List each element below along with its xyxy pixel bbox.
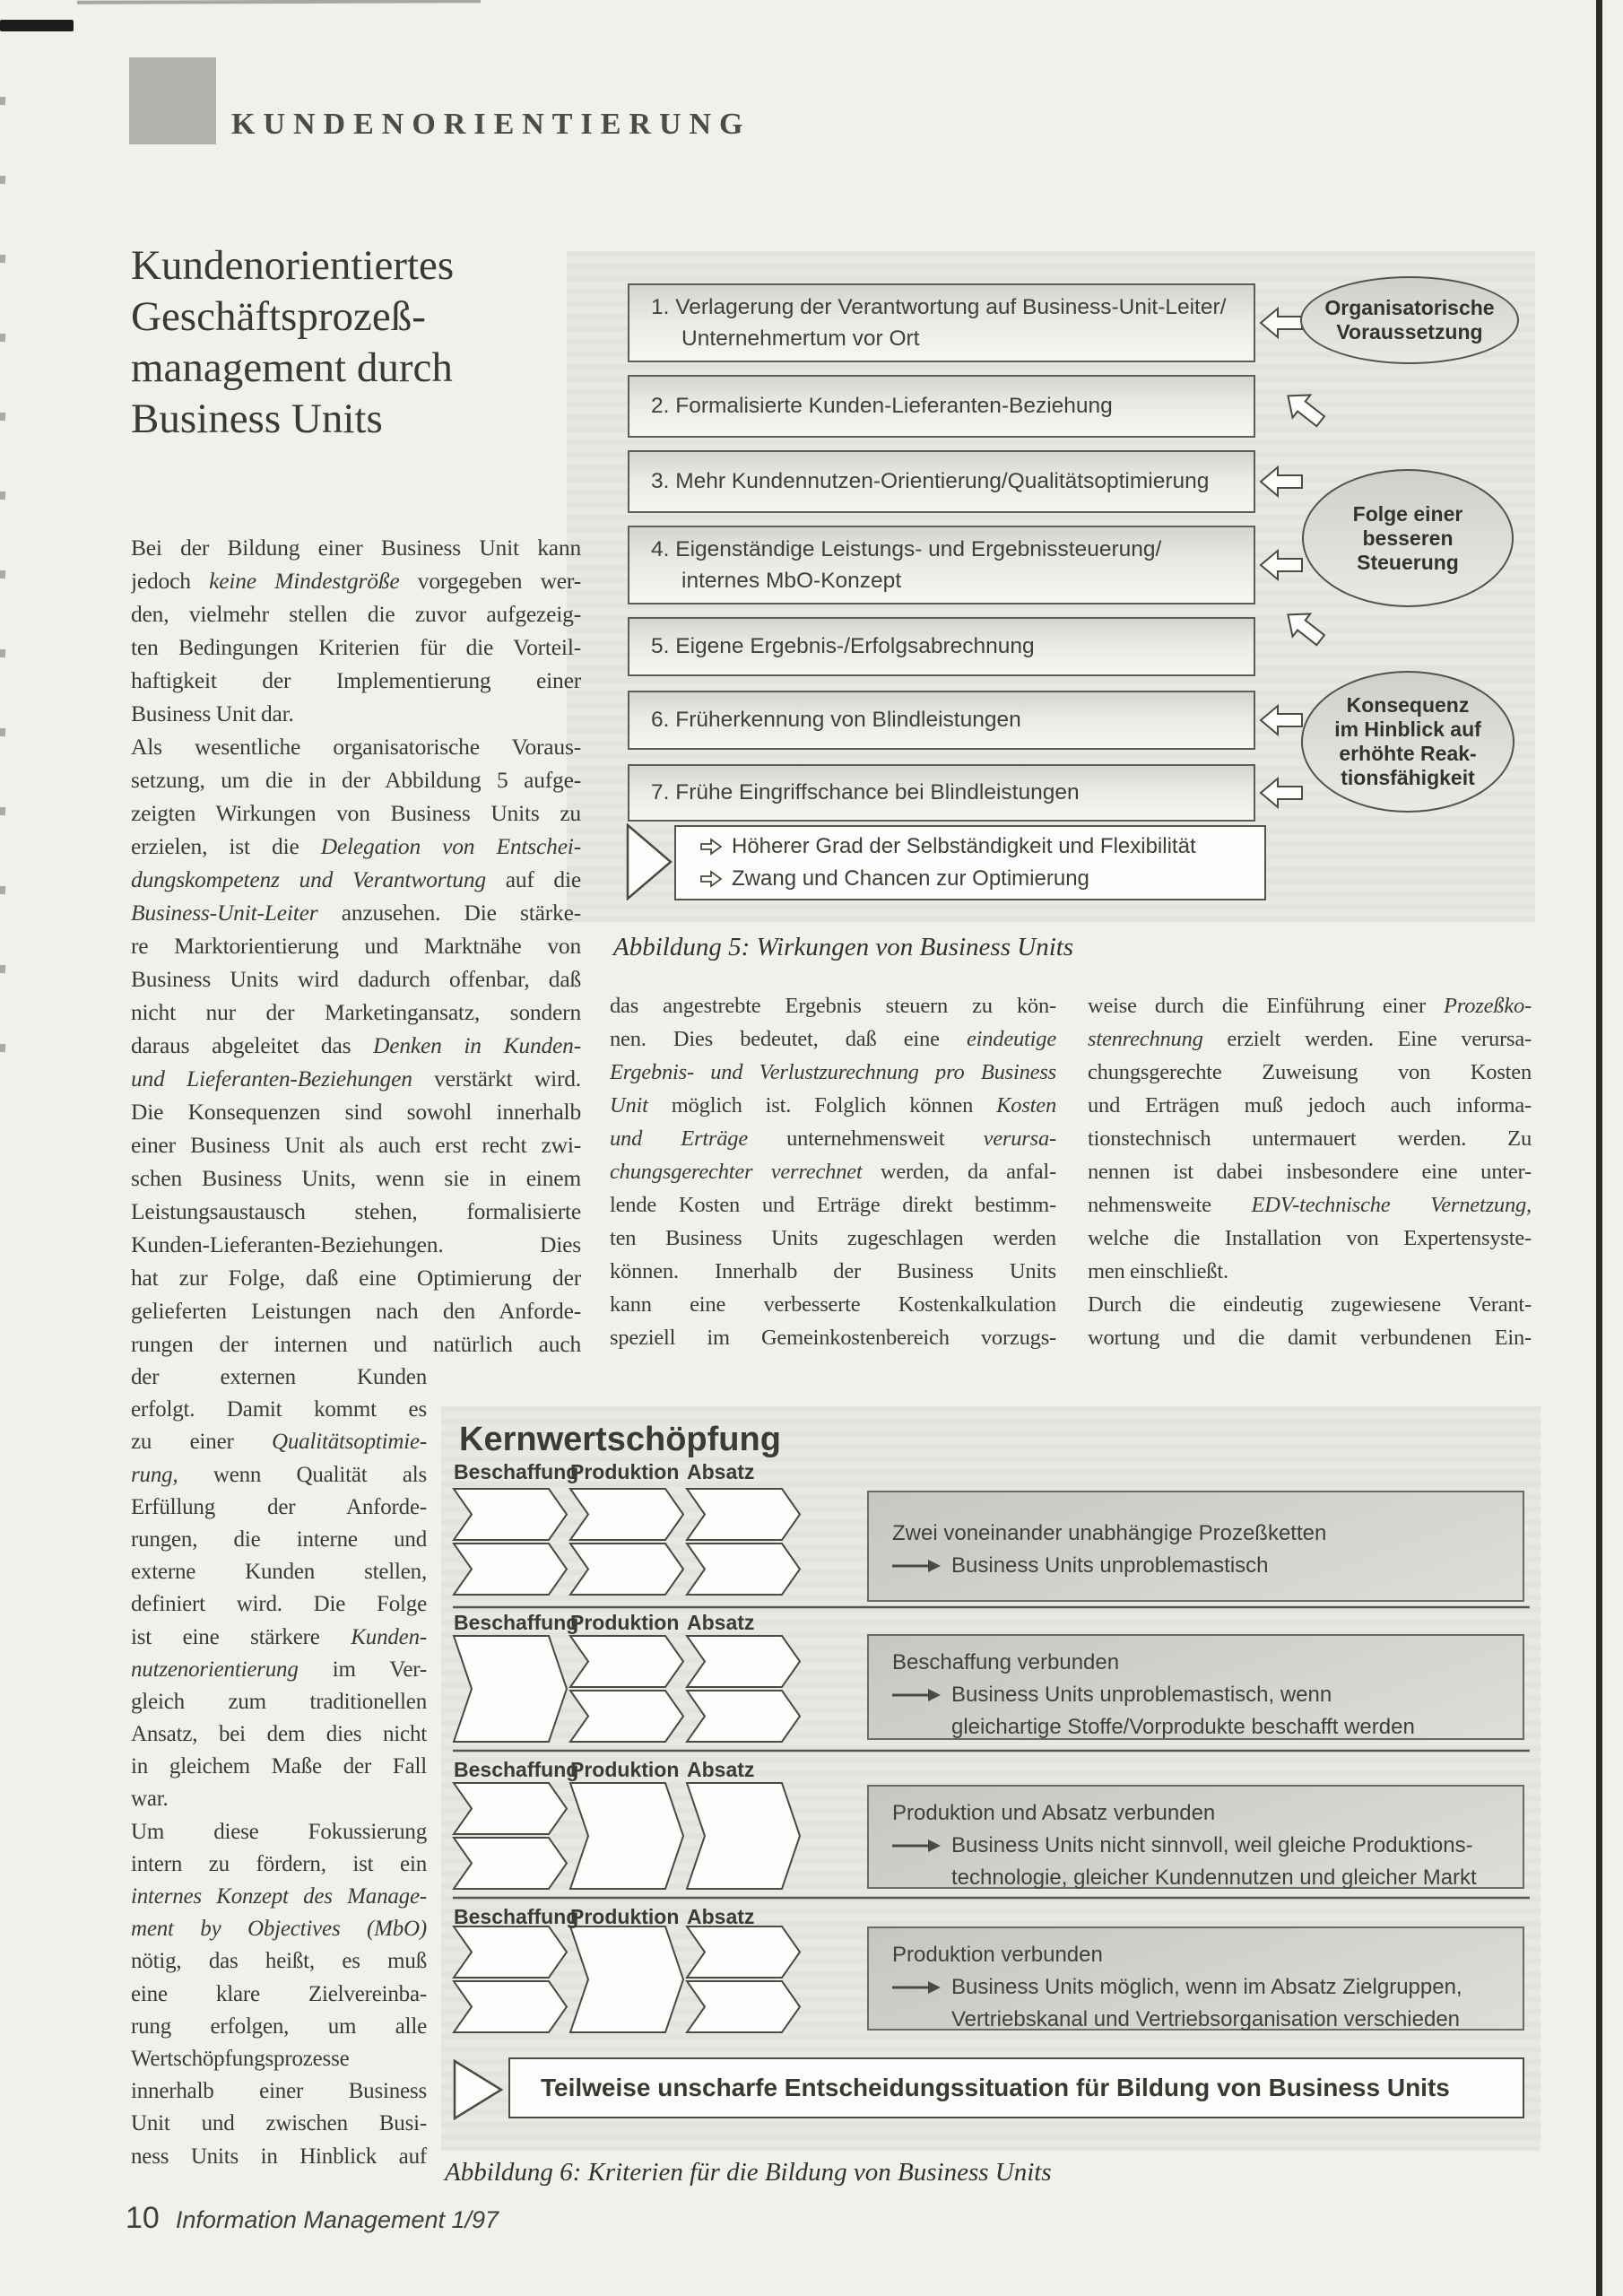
body-line [131, 1884, 427, 1917]
article-title-line: Business Units [131, 396, 383, 442]
body-line [131, 734, 581, 767]
body-line [131, 900, 581, 933]
figure5-result-text: Zwang und Chancen zur Optimierung [732, 866, 1089, 891]
text-run: anzusehen. Die stärke- [317, 900, 581, 926]
figure5-box [628, 375, 1255, 438]
italic-text: dungskompetenz und Verantwortung [131, 866, 486, 892]
italic-text: Unit [610, 1093, 648, 1118]
text-run: erzielt werden. Eine verursa- [1202, 1027, 1532, 1051]
italic-text: Prozeßko- [1444, 994, 1532, 1018]
text-run: setzung, um die in der Abbildung 5 aufge- [131, 767, 581, 793]
italic-text: verursa- [983, 1126, 1056, 1151]
oval-line: Konsequenz [1346, 693, 1470, 717]
body-line [131, 568, 581, 601]
figure6-stage-label: Beschaffung [454, 1758, 579, 1781]
italic-text: und Lieferanten-Beziehungen [131, 1065, 412, 1091]
body-line [131, 1820, 427, 1852]
body-column-left-narrow [131, 1365, 427, 2177]
figure6-stage-label: Absatz [687, 1611, 755, 1634]
figure6-note-line: Produktion und Absatz verbunden [892, 1801, 1216, 1825]
italic-text: Kosten [996, 1093, 1056, 1118]
body-line [131, 1917, 427, 1949]
figure5-result-text: Höherer Grad der Selbständigkeit und Flexibilität [732, 834, 1196, 858]
body-line [131, 634, 581, 667]
figure6-note-box [867, 1634, 1524, 1740]
figure6-triangle-icon [453, 2059, 505, 2125]
body-line [131, 800, 581, 833]
text-run: rung erfolgen, um alle [131, 2013, 427, 2039]
text-run: speziell im Gemeinkostenbereich vorzugs- [610, 1326, 1056, 1350]
body-line [610, 1126, 1056, 1160]
figure6-note-line: Produktion verbunden [892, 1943, 1103, 1967]
oval-line: Steuerung [1357, 550, 1459, 574]
text-run: und Erträgen muß jedoch auch informa- [1088, 1093, 1532, 1118]
figure5-box [628, 450, 1255, 513]
figure5-box-line: internes MbO-Konzept [681, 568, 902, 593]
long-arrow-icon [892, 1688, 941, 1702]
body-line [131, 1560, 427, 1592]
section-title: KUNDENORIENTIERUNG [231, 108, 751, 141]
body-line [131, 767, 581, 800]
figure5-box [628, 691, 1255, 750]
left-block-arrow-icon [1259, 465, 1304, 503]
text-run: den, vielmehr stellen die zuvor aufgezeig- [131, 601, 581, 627]
text-run: rungen, die interne und [131, 1526, 427, 1552]
oval-line: Folge einer [1352, 501, 1463, 526]
figure6-triangle-icon [453, 2059, 505, 2120]
body-line [131, 601, 581, 634]
body-line [131, 1982, 427, 2014]
long-arrow-icon [892, 1559, 941, 1573]
figure6-note-arrow-line [892, 1550, 1515, 1582]
figure6-stage-label: Produktion [570, 1905, 680, 1928]
left-block-arrow-icon [1259, 465, 1304, 499]
text-run: ten Business Units zugeschlagen werden [610, 1226, 1056, 1250]
body-column-right [1088, 994, 1532, 1359]
italic-text: stenrechnung [1088, 1027, 1203, 1051]
figure6-note-box [867, 1491, 1524, 1602]
long-arrow-icon [892, 1839, 941, 1853]
figure5-result-line [699, 834, 1264, 859]
body-line [131, 1132, 581, 1165]
figure5-result-box [674, 825, 1266, 900]
scan-tick [0, 807, 5, 815]
left-block-arrow-icon [1259, 776, 1304, 814]
text-run: zeigten Wirkungen von Business Units zu [131, 800, 581, 826]
left-block-arrow-icon [1259, 776, 1304, 810]
left-block-arrow-icon [1259, 548, 1304, 587]
body-line [131, 2144, 427, 2177]
body-line [131, 2079, 427, 2111]
text-run: im Ver- [298, 1657, 427, 1682]
figure6-stage-label: Beschaffung [454, 1905, 579, 1928]
body-line [131, 1331, 581, 1364]
text-run: Bei der Bildung einer Business Unit kann [131, 535, 581, 561]
body-line [610, 1160, 1056, 1193]
body-line [131, 1099, 581, 1132]
text-run: vorgegeben wer- [399, 568, 581, 594]
figure6-note-cont-line: gleichartige Stoffe/Vorprodukte beschafft werden [951, 1715, 1415, 1739]
figure6-note-text: Business Units nicht sinnvoll, weil gleiche Produktions- [951, 1833, 1473, 1857]
body-line [131, 1165, 581, 1198]
text-run: ten Bedingungen Kriterien für die Vorteil- [131, 634, 581, 660]
page-footer [126, 2201, 499, 2236]
body-line [610, 1259, 1056, 1292]
body-line [1088, 994, 1532, 1027]
left-block-arrow-icon [1259, 306, 1304, 340]
body-line [131, 1949, 427, 1981]
text-run: das angestrebte Ergebnis steuern zu kön- [610, 994, 1056, 1018]
figure5-box [628, 617, 1255, 676]
text-run: verstärkt wird. [412, 1065, 581, 1091]
figure6-stage-label: Beschaffung [454, 1611, 579, 1634]
figure5-caption: Abbildung 5: Wirkungen von Business Units [613, 933, 1074, 961]
text-run: war. [131, 1787, 169, 1812]
figure6-stage-label: Produktion [570, 1758, 680, 1781]
body-line [131, 1495, 427, 1527]
figure5-triangle-icon [626, 823, 674, 900]
body-line [610, 1326, 1056, 1359]
body-line [1088, 1027, 1532, 1060]
text-run: Ansatz, bei dem dies nicht [131, 1722, 427, 1747]
text-run: nehmensweite [1088, 1193, 1252, 1217]
text-run: Business Unit dar. [131, 700, 294, 726]
oval-line: besseren [1362, 526, 1454, 550]
figure5-box [628, 283, 1255, 362]
body-line [131, 667, 581, 700]
text-run: lende Kosten und Erträge direkt bestimm- [610, 1193, 1056, 1217]
text-run: men einschließt. [1088, 1259, 1228, 1283]
text-run: definiert wird. Die Folge [131, 1592, 427, 1617]
body-line [131, 1527, 427, 1560]
italic-text: keine Mindestgröße [209, 568, 400, 594]
text-run: ist eine stärkere [131, 1624, 352, 1649]
figure5-box-line: 5. Eigene Ergebnis-/Erfolgsabrechnung [651, 634, 1035, 658]
body-line [131, 1657, 427, 1690]
section-accent-square [129, 57, 216, 144]
text-run: kann eine verbesserte Kostenkalkulation [610, 1292, 1056, 1317]
text-run: Als wesentliche organisatorische Voraus- [131, 734, 581, 760]
left-block-arrow-icon [1259, 548, 1304, 582]
figure6-note-cont-line: technologie, gleicher Kundennutzen und gleicher Markt [951, 1866, 1477, 1890]
body-line [610, 1292, 1056, 1326]
page-number: 10 [126, 2201, 160, 2235]
text-run: ness Units in Hinblick auf [131, 2144, 427, 2169]
text-run: wortung und die damit verbundenen Ein- [1088, 1326, 1532, 1350]
left-block-arrow-icon [1259, 703, 1304, 737]
italic-text: internes Konzept des Manage- [131, 1884, 427, 1909]
figure6-stage-label: Beschaffung [454, 1460, 579, 1483]
italic-text: Kunden- [351, 1624, 427, 1649]
italic-text: Qualitätsoptimie- [272, 1430, 427, 1455]
figure6-note-box [867, 1785, 1524, 1889]
journal-name: Information Management 1/97 [175, 2206, 499, 2233]
body-line [131, 833, 581, 866]
figure6-stage-label: Absatz [687, 1905, 755, 1928]
text-run: daraus abgeleitet das [131, 1032, 374, 1058]
scan-tick [0, 886, 5, 894]
text-run: haftigkeit der Implementierung einer [131, 667, 581, 693]
body-line [131, 1065, 581, 1099]
body-line [131, 866, 581, 900]
figure6-title: Kernwertschöpfung [459, 1421, 781, 1458]
text-run: Wertschöpfungsprozesse [131, 2046, 350, 2071]
text-run: Die Konsequenzen sind sowohl innerhalb [131, 1099, 581, 1125]
figure6-note-line: Beschaffung verbunden [892, 1650, 1120, 1674]
scan-tick [0, 176, 5, 184]
text-run: möglich ist. Folglich können [647, 1093, 997, 1118]
text-run: Kunden-Lieferanten-Beziehungen. Dies [131, 1231, 581, 1257]
body-line [131, 1625, 427, 1657]
figure6-stage-label: Produktion [570, 1460, 680, 1483]
body-line [131, 1754, 427, 1787]
long-arrow-icon [892, 1980, 941, 1995]
text-run: erfolgt. Damit kommt es [131, 1397, 427, 1422]
scan-tick [0, 728, 5, 736]
body-line [131, 1198, 581, 1231]
article-title-line: Kundenorientiertes [131, 242, 455, 289]
italic-text: Business-Unit-Leiter [131, 900, 318, 926]
text-run: tionstechnisch untermauert werden. Zu [1088, 1126, 1532, 1151]
text-run: rungen der internen und natürlich auch [131, 1331, 581, 1357]
italic-text: Ergebnis- und Verlustzurechnung pro Business [610, 1060, 1056, 1084]
figure6-note-arrow-line [892, 1679, 1515, 1711]
body-line [131, 999, 581, 1032]
article-title-line: management durch [131, 344, 453, 391]
text-run: hat zur Folge, daß eine Optimierung der [131, 1265, 581, 1291]
text-run: re Marktorientierung und Marktnähe von [131, 933, 581, 959]
body-line [1088, 1126, 1532, 1160]
scan-tick [0, 649, 5, 657]
body-line [1088, 1193, 1532, 1226]
scan-tick [0, 965, 5, 973]
text-run: Unit und zwischen Busi- [131, 2111, 427, 2136]
text-run: schen Business Units, wenn sie in einem [131, 1165, 581, 1191]
text-run: weise durch die Einführung einer [1088, 994, 1445, 1018]
italic-text: nutzenorientierung [131, 1657, 299, 1682]
text-run: innerhalb einer Business [131, 2079, 427, 2104]
italic-text: rung, [131, 1462, 178, 1487]
body-line [131, 700, 581, 734]
body-line [131, 1463, 427, 1495]
text-run: nennen ist dabei insbesondere eine unter- [1088, 1160, 1532, 1184]
figure5-box-line: 1. Verlagerung der Verantwortung auf Business-Unit-Leiter/ [651, 294, 1227, 319]
text-run: Leistungsaustausch stehen, formalisierte [131, 1198, 581, 1224]
scan-tick [0, 334, 5, 342]
oval-line: im Hinblick auf [1334, 718, 1481, 741]
figure6-banner-text: Teilweise unscharfe Entscheidungssituation für Bildung von Business Units [541, 2074, 1450, 2101]
text-run: werden, da anfal- [862, 1160, 1056, 1184]
scan-artifact-top-blob [0, 20, 74, 31]
scan-artifact-right-edge [1596, 0, 1602, 2296]
text-run: Erfüllung der Anforde- [131, 1494, 427, 1519]
figure5-result-line [699, 866, 1264, 891]
body-line [610, 1226, 1056, 1259]
text-run: einer Business Unit als auch erst recht zwi- [131, 1132, 581, 1158]
body-line [610, 1193, 1056, 1226]
text-run: jedoch [131, 568, 210, 594]
body-line [131, 1231, 581, 1265]
body-line [131, 1592, 427, 1624]
body-line [131, 2111, 427, 2144]
text-run: externe Kunden stellen, [131, 1560, 427, 1585]
scan-tick [0, 255, 5, 263]
figure5-box-line: 7. Frühe Eingriffschance bei Blindleistungen [651, 780, 1080, 804]
white-arrow-icon [699, 838, 723, 856]
text-run: chungsgerechte Zuweisung von Kosten [1088, 1060, 1532, 1084]
oval-line: erhöhte Reak- [1339, 742, 1477, 765]
figure6-stage-label: Produktion [570, 1611, 680, 1634]
text-run: nen. Dies bedeutet, daß eine [610, 1027, 967, 1051]
text-run: eine klare Zielvereinba- [131, 1981, 427, 2006]
body-line [1088, 1259, 1532, 1292]
figure5-box-line: Unternehmertum vor Ort [681, 326, 920, 351]
figure6-note-cont-line: Vertriebskanal und Vertriebsorganisation verschieden [951, 2007, 1461, 2031]
italic-text: ment by Objectives (MbO) [131, 1917, 427, 1942]
body-line [131, 2014, 427, 2047]
oval-line: Organisatorische [1324, 296, 1495, 319]
figure6-note-arrow-line [892, 1971, 1515, 2004]
figure5-oval-label [1300, 276, 1519, 364]
italic-text: chungsgerechter verrechnet [610, 1160, 863, 1184]
figure5-oval-label [1301, 671, 1515, 813]
body-line [1088, 1160, 1532, 1193]
white-arrow-icon [699, 870, 723, 888]
body-line [1088, 1326, 1532, 1359]
figure5-box-line: 2. Formalisierte Kunden-Lieferanten-Beziehung [651, 394, 1113, 418]
scan-tick [0, 1044, 5, 1052]
figure6-note-text: Business Units unproblemastisch [951, 1553, 1269, 1578]
body-line [131, 933, 581, 966]
body-line [131, 1722, 427, 1754]
text-run: nötig, das heißt, es muß [131, 1949, 427, 1974]
figure6-note-arrow-line [892, 1830, 1515, 1862]
body-line [610, 1060, 1056, 1093]
italic-text: eindeutige [966, 1027, 1056, 1051]
figure6-caption: Abbildung 6: Kriterien für die Bildung von Business Units [445, 2158, 1052, 2187]
body-line [131, 1032, 581, 1065]
body-column-middle [610, 994, 1056, 1359]
body-line [131, 1852, 427, 1884]
scan-tick [0, 97, 5, 105]
scan-tick [0, 491, 5, 500]
body-line [131, 1787, 427, 1819]
figure6-note-text: Business Units möglich, wenn im Absatz Zielgruppen, [951, 1975, 1462, 1999]
figure6-note-box [867, 1926, 1524, 2031]
figure5-box-line: 6. Früherkennung von Blindleistungen [651, 708, 1021, 732]
body-line [610, 994, 1056, 1027]
body-line [1088, 1093, 1532, 1126]
body-line [1088, 1060, 1532, 1093]
text-run: unternehmensweit [748, 1126, 984, 1151]
figure5-box [628, 526, 1255, 604]
scan-tick [0, 413, 5, 421]
figure6-note-text: Business Units unproblemastisch, wenn [951, 1683, 1332, 1707]
body-column-left-wide [131, 535, 581, 1364]
body-line [131, 1690, 427, 1722]
left-block-arrow-icon [1259, 306, 1304, 344]
body-line [610, 1093, 1056, 1126]
body-line [131, 1265, 581, 1298]
text-run: gelieferten Leistungen nach den Anforde- [131, 1298, 581, 1324]
body-line [131, 1430, 427, 1462]
body-line [131, 2047, 427, 2079]
figure5-oval-label [1302, 469, 1514, 607]
figure5-box-line: 4. Eigenständige Leistungs- und Ergebnissteuerung/ [651, 536, 1162, 561]
body-line [131, 1365, 427, 1397]
figure6-stage-label: Absatz [687, 1758, 755, 1781]
scan-tick [0, 570, 5, 578]
figure5-box-line: 3. Mehr Kundennutzen-Orientierung/Qualitätsoptimierung [651, 469, 1210, 493]
text-run: Business Units wird dadurch offenbar, daß [131, 966, 581, 992]
body-line [131, 966, 581, 999]
text-run: Um diese Fokussierung [131, 1819, 427, 1844]
text-run: welche die Installation von Expertensyste- [1088, 1226, 1532, 1250]
italic-text: Delegation von Entschei- [320, 833, 581, 859]
left-block-arrow-icon [1259, 703, 1304, 742]
text-run: intern zu fördern, ist ein [131, 1851, 427, 1876]
text-run: der externen Kunden [131, 1365, 427, 1389]
oval-line: Voraussetzung [1336, 320, 1483, 344]
body-line [1088, 1292, 1532, 1326]
italic-text: EDV-technische Vernetzung, [1251, 1193, 1532, 1217]
scan-artifact-top-line [77, 0, 481, 4]
text-run: wenn Qualität als [178, 1462, 427, 1487]
figure6-stage-label: Absatz [687, 1460, 755, 1483]
body-line [610, 1027, 1056, 1060]
figure5-box [628, 764, 1255, 822]
article-title-line: Geschäftsprozeß- [131, 293, 426, 340]
figure6-note-line: Zwei voneinander unabhängige Prozeßketten [892, 1521, 1327, 1545]
figure5-triangle-icon [626, 823, 674, 905]
text-run: erzielen, ist die [131, 833, 321, 859]
text-run: auf die [485, 866, 581, 892]
text-run: Durch die eindeutig zugewiesene Verant- [1088, 1292, 1532, 1317]
body-line [131, 1397, 427, 1430]
text-run: gleich zum traditionellen [131, 1689, 427, 1714]
body-line [131, 1298, 581, 1331]
text-run: zu einer [131, 1430, 273, 1455]
article-title [131, 240, 454, 445]
italic-text: Denken in Kunden- [373, 1032, 581, 1058]
oval-line: tionsfähigkeit [1341, 766, 1475, 789]
text-run: können. Innerhalb der Business Units [610, 1259, 1056, 1283]
text-run: nicht nur der Marketingansatz, sondern [131, 999, 581, 1025]
text-run: in gleichem Maße der Fall [131, 1754, 427, 1779]
italic-text: und Erträge [610, 1126, 749, 1151]
body-line [131, 535, 581, 568]
body-line [1088, 1226, 1532, 1259]
